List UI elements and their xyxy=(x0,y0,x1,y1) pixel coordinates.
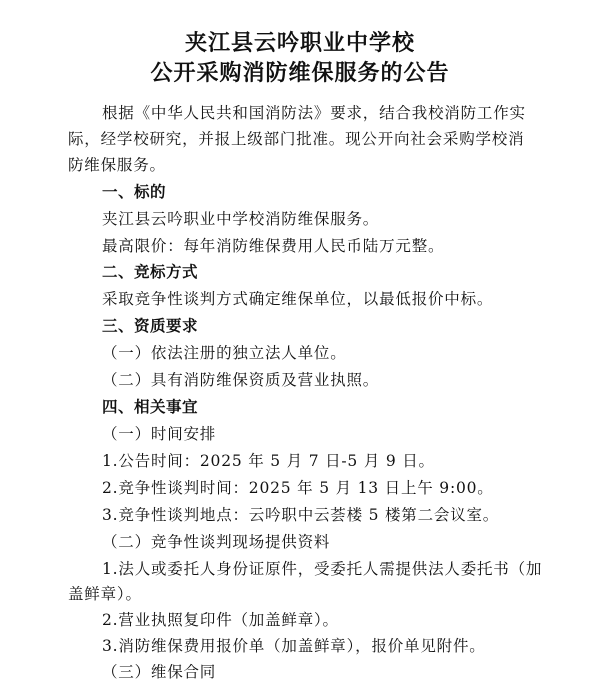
intro-line-2: 际，经学校研究，并报上级部门批准。现公开向社会采购学校消 xyxy=(68,130,525,148)
related-line-5: （二）竞争性谈判现场提供资料 xyxy=(102,533,331,551)
intro-line-3: 防维保服务。 xyxy=(68,156,166,174)
related-line-6: 1.法人或委托人身份证原件，受委托人需提供法人委托书（加 xyxy=(102,560,543,578)
document-title-notice: 公开采购消防维保服务的公告 xyxy=(150,61,450,86)
section-heading-subject: 一、标的 xyxy=(102,183,167,201)
related-line-10: （三）维保合同 xyxy=(102,663,217,681)
subject-line-1: 夹江县云吟职业中学校消防维保服务。 xyxy=(102,210,380,228)
qualification-line-1: （一）依法注册的独立法人单位。 xyxy=(102,344,347,362)
related-line-9: 3.消防维保费用报价单（加盖鲜章），报价单见附件。 xyxy=(102,637,486,655)
related-line-8: 2.营业执照复印件（加盖鲜章）。 xyxy=(102,611,339,629)
related-line-7: 盖鲜章）。 xyxy=(68,585,142,603)
related-line-1: （一）时间安排 xyxy=(102,425,217,443)
qualification-line-2: （二）具有消防维保资质及营业执照。 xyxy=(102,371,380,389)
related-line-3: 2.竞争性谈判时间：2025 年 5 月 13 日上午 9:00。 xyxy=(102,479,494,497)
related-line-4: 3.竞争性谈判地点：云吟职中云荟楼 5 楼第二会议室。 xyxy=(102,506,500,524)
section-heading-qualifications: 三、资质要求 xyxy=(102,317,199,335)
intro-line-1: 根据《中华人民共和国消防法》要求，结合我校消防工作实 xyxy=(102,104,526,122)
bidding-method-line-1: 采取竞争性谈判方式确定维保单位，以最低报价中标。 xyxy=(102,290,494,308)
section-heading-bidding-method: 二、竞标方式 xyxy=(102,263,199,281)
related-line-2: 1.公告时间：2025 年 5 月 7 日-5 月 9 日。 xyxy=(102,452,435,470)
section-heading-related-matters: 四、相关事宜 xyxy=(102,398,199,416)
subject-line-2: 最高限价：每年消防维保费用人民币陆万元整。 xyxy=(102,237,445,255)
document-title-school: 夹江县云吟职业中学校 xyxy=(184,31,415,56)
